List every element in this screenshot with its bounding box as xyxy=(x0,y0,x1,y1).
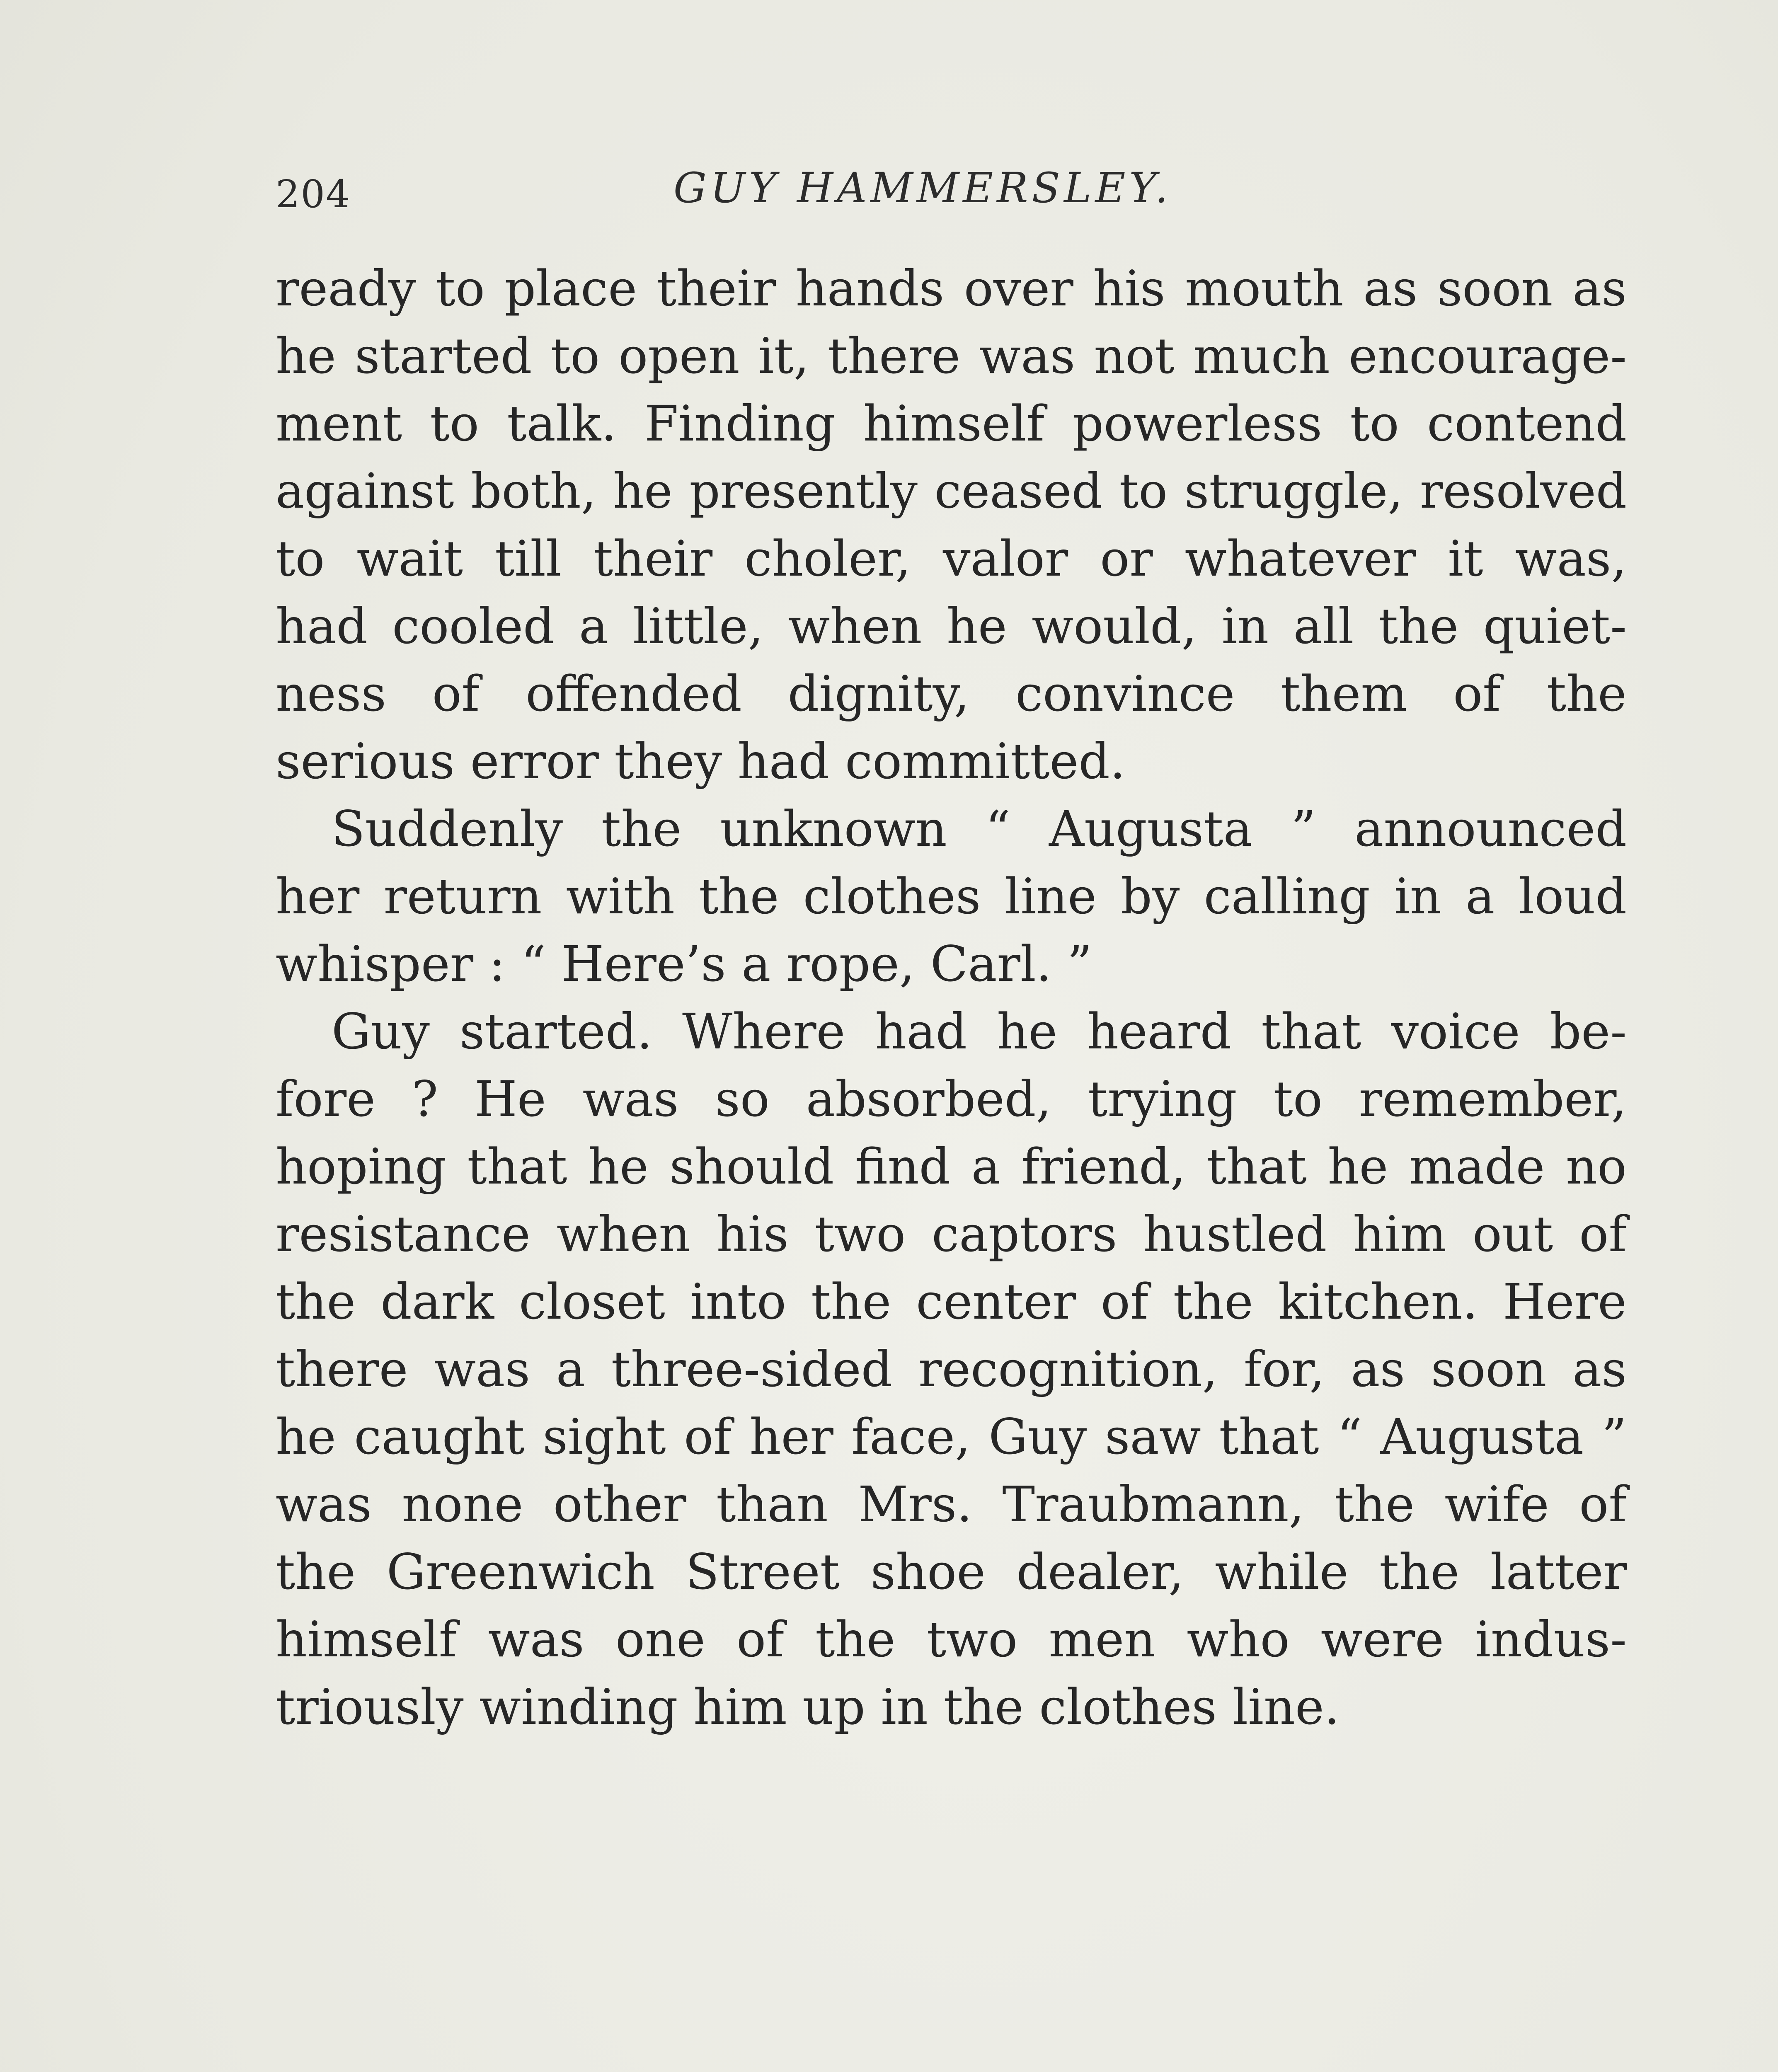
text-line: the Greenwich Street shoe dealer, while the latter xyxy=(276,1543,1627,1600)
text-line: ness of offended dignity, convince them of the xyxy=(276,665,1627,722)
text-line: he caught sight of her face, Guy saw that “ Augusta ” xyxy=(276,1408,1627,1465)
text-line: ready to place their hands over his mouth as soon as xyxy=(276,260,1627,317)
text-line: there was a three-sided recognition, for, as soon as xyxy=(276,1341,1627,1398)
text-line: resistance when his two captors hustled him out of xyxy=(276,1205,1627,1263)
running-title: GUY HAMMERSLEY. xyxy=(673,164,1172,212)
text-line: against both, he presently ceased to struggle, resolved xyxy=(276,463,1627,519)
text-line: was none other than Mrs. Traubmann, the wife of xyxy=(276,1476,1627,1533)
text-line: the dark closet into the center of the kitchen. Here xyxy=(276,1273,1627,1330)
text-line: ment to talk. Finding himself powerless to contend xyxy=(276,395,1627,452)
text-line: hoping that he should find a friend, that he made no xyxy=(276,1138,1627,1195)
text-line: he started to open it, there was not much encourage- xyxy=(276,327,1627,385)
text-line: Guy started. Where had he heard that voice be- xyxy=(332,1003,1627,1060)
text-line: fore ? He was so absorbed, trying to remember, xyxy=(276,1070,1627,1128)
body-text xyxy=(276,255,1627,1741)
text-line: whisper : “ Here’s a rope, Carl. ” xyxy=(276,935,1092,992)
text-line: himself was one of the two men who were indus- xyxy=(276,1611,1627,1668)
text-line: had cooled a little, when he would, in all the quiet- xyxy=(276,598,1627,655)
text-line: Suddenly the unknown “ Augusta ” announced xyxy=(332,800,1627,857)
text-line: to wait till their choler, valor or whatever it was, xyxy=(276,530,1627,587)
page-number: 204 xyxy=(276,172,351,216)
text-line: serious error they had committed. xyxy=(276,733,1126,790)
text-line: triously winding him up in the clothes line. xyxy=(276,1678,1340,1736)
text-line: her return with the clothes line by calling in a loud xyxy=(276,868,1627,925)
page-header xyxy=(276,164,1623,226)
